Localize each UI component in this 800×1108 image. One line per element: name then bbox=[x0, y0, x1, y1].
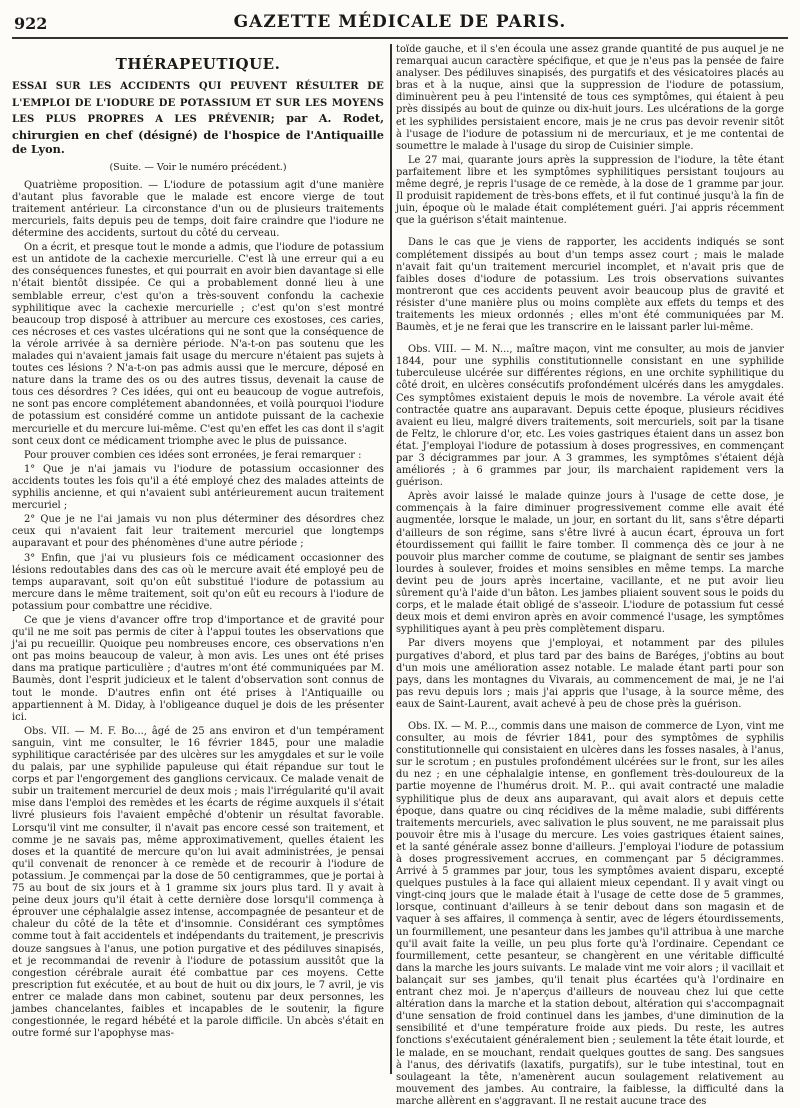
article-title-caps: ESSAI SUR LES ACCIDENTS QUI PEUVENT RÉSULTER DE L'EMPLOI DE L'IODURE DE POTASSIUM ET SUR LES MOYENS LES PLUS PROPRES A LES PRÉVENIR bbox=[12, 81, 384, 126]
header-rule bbox=[12, 37, 788, 39]
spacer bbox=[396, 713, 784, 721]
spacer bbox=[396, 229, 784, 237]
paragraph: 2° Que je ne l'ai jamais vu non plus déterminer des désordres chez ceux qui n'avaient fait leur traitement mercuriel que longtemps auparavant et pour des phénomènes d'une autre période ; bbox=[12, 514, 384, 550]
spacer bbox=[396, 336, 784, 344]
section-title: THÉRAPEUTIQUE. bbox=[115, 55, 281, 73]
paragraph: toïde gauche, et il s'en écoula une assez grande quantité de pus auquel je ne remarquai aucun caractère spécifique, et que je n'eus pas la pensée de faire analyser. Des pédiluves sinapisés, des purgatifs et des vésicatoires placés au bras et à la nuque, ainsi que la suppression de l'iodure de potassium, diminuèrent peu à peu l'intensité de tous ces symptômes, qui étaient à peu près dissipés au bout de quinze ou dix-huit jours. Les ulcérations de la gorge et les syphilides persistaient encore, mais je ne crus pas devoir revenir sitôt à l'usage de l'iodure de potassium ni de mercuriaux, et je me contentai de soumettre le malade à l'usage du sirop de Cuisinier simple. bbox=[396, 44, 784, 152]
article-title-author: ; par A. Rodet, chirurgien en chef (désigné) de l'hospice de l'Antiquaille de Lyon. bbox=[12, 111, 384, 157]
paragraph: Obs. IX. — M. P..., commis dans une maison de commerce de Lyon, vint me consulter, au mois de février 1841, pour des symptômes de syphilis constitutionnelle qui consistaient en ulcères dans les fosses nasales, à l'anus, sur le scrotum ; en pustules profondément ulcérées sur le front, sur les ailes du nez ; en une céphalalgie intense, en gonflement très-douloureux de la partie moyenne de l'humérus droit. M. P... qui avait contracté une maladie syphilitique plus de deux ans auparavant, qui avait alors et depuis cette époque, dans quatre ou cinq récidives de la même maladie, subi différents traitements mercuriels, avec salivation le plus souvent, ne me paraissait plus pouvoir être mis à l'usage du mercure. Les voies gastriques étaient saines, et la santé générale assez bonne d'ailleurs. J'employai l'iodure de potassium à doses progressivement accrues, en commençant par 5 décigrammes. Arrivé à 5 grammes par jour, tous les symptômes avaient disparu, excepté quelques pustules à la face qui allaient mieux cependant. Il y avait vingt ou vingt-cinq jours que le malade était à l'usage de cette dose de 5 grammes, lorsque, continuant d'ailleurs à se tenir debout dans son magasin et de vaquer à ses affaires, il commença à sentir, avec de légers étourdissements, un fourmillement, une pesanteur dans les jambes qu'il attribua à une marche qu'il avait faite la veille, un peu plus forte qu'à l'ordinaire. Cependant ce fourmillement, cette pesanteur, se changèrent en une véritable difficulté dans la marche les jours suivants. Le malade vint me voir alors ; il vacillait et balançait sur ses jambes, qu'il tenait plus écartées qu'à l'ordinaire en entrant chez moi. Je n'aperçus d'ailleurs de nouveau chez lui que cette altération dans la marche et la station debout, altération qui s'accompagnait d'une sensation de froid continuel dans les jambes, d'une diminution de la sensibilité et d'une température froide aux pieds. Du reste, les autres fonctions s'exécutaient généralement bien ; seulement la tête était lourde, et le malade, en se mouchant, rendait quelques gouttes de sang. Des sangsues à l'anus, des dérivatifs (laxatifs, purgatifs), sur le tube intestinal, tout en soulageant la tête, n'amenèrent aucun soulagement relativement au mouvement des jambes. Au contraire, la faiblesse, la difficulté dans la marche allèrent en s'aggravant. Il ne restait aucune trace des bbox=[396, 720, 784, 1107]
paragraph: Dans le cas que je viens de rapporter, les accidents indiqués se sont complétement dissipés au bout d'un temps assez court ; mais le malade n'avait fait qu'un traitement mercuriel incomplet, et n'avait pris que de faibles doses d'iodure de potassium. Les trois observations suivantes montreront que ces accidents peuvent avoir beaucoup plus de gravité et résister d'une manière plus ou moins complète aux effets du temps et des traitements les mieux ordonnés ; elles m'ont été communiquées par M. Baumès, et je ne ferai que les transcrire en le laissant parler lui-même. bbox=[396, 237, 784, 334]
page-number: 922 bbox=[14, 14, 48, 33]
journal-title: GAZETTE MÉDICALE DE PARIS. bbox=[233, 12, 567, 32]
paragraph: 3° Enfin, que j'ai vu plusieurs fois ce médicament occasionner des lésions redoutables dans des cas où le mercure avait été employé peu de temps auparavant, soit qu'on eût substitué l'iodure de potassium au mercure dans le même traitement, soit qu'on eût eu recours à l'iodure de potassium pour combattre une récidive. bbox=[12, 552, 384, 612]
continuation-note: (Suite. — Voir le numéro précédent.) bbox=[109, 161, 287, 173]
paragraph: Obs. VIII. — M. N..., maître maçon, vint me consulter, au mois de janvier 1844, pour une syphilis constitutionnelle consistant en une syphilide tuberculeuse ulcérée sur différentes régions, en une orchite syphilitique du côté droit, en ulcères consécutifs profondément ulcérés dans les amygdales. Ces symptômes existaient depuis le mois de novembre. La vérole avait été contractée quatre ans auparavant. Depuis cette époque, plusieurs récidives avaient eu lieu, malgré divers traitements, soit mercuriels, soit par la tisane de Feltz, le chlorure d'or, etc. Les voies gastriques étaient dans un assez bon état. J'employai l'iodure de potassium à doses progressives, en commençant par 3 décigrammes par jour. A 3 grammes, les symptômes s'étaient déjà améliorés ; à 6 grammes par jour, ils marchaient rapidement vers la guérison. bbox=[396, 344, 784, 489]
paragraph: Pour prouver combien ces idées sont erronées, je ferai remarquer : bbox=[24, 449, 362, 461]
paragraph: Obs. VII. — M. F. Bo..., âgé de 25 ans environ et d'un tempérament sanguin, vint me consulter, le 16 février 1845, pour une maladie syphilitique caractérisée par des ulcères sur les amygdales et sur le voile du palais, par une syphilide papuleuse qui était répandue sur tout le corps et par l'engorgement des ganglions cervicaux. Ce malade venait de subir un traitement mercuriel de deux mois ; mais l'irrégularité qu'il avait mise dans l'emploi des remèdes et les écarts de régime auxquels il s'était livré plusieurs fois l'avaient empêché d'obtenir un résultat favorable. Lorsqu'il vint me consulter, il n'avait pas encore cessé son traitement, et comme je ne savais pas, même approximativement, quelles étaient les doses et la quantité de mercure qu'on lui avait administrées, je pensai qu'il convenait de renoncer à ce remède et de recourir à l'iodure de potassium. Je commençai par la dose de 50 centigrammes, que je portai à 75 au bout de six jours et à 1 gramme six jours plus tard. Il y avait à peine deux jours qu'il était à cette dernière dose lorsqu'il commença à éprouver une céphalalgie assez intense, accompagnée de pesanteur et de chaleur du côté de la tête et d'insomnie. Considérant ces symptômes comme tout à fait accidentels et indépendants du traitement, je prescrivis douze sangsues à l'anus, une potion purgative et des pédiluves sinapisés, et je recommandai de revenir à l'iodure de potassium aussitôt que la congestion cérébrale aurait été combattue par ces moyens. Cette prescription fut exécutée, et au bout de huit ou dix jours, le 7 avril, je vis entrer ce malade dans mon cabinet, soutenu par deux personnes, les jambes chancelantes, faibles et incapables de le soutenir, la figure congestionnée, le regard hébété et la parole difficile. Un abcès s'était en outre formé sur l'apophyse mas- bbox=[12, 725, 384, 1040]
paragraph: Le 27 mai, quarante jours après la suppression de l'iodure, la tête étant parfaitement libre et les symptômes syphilitiques persistant toujours au même degré, je repris l'usage de ce remède, à la dose de 1 gramme par jour. Il produisit rapidement de très-bons effets, et il fut continué jusqu'à la fin de juin, époque où le malade était complétement guéri. J'ai appris récemment que la guérison s'était maintenue. bbox=[396, 154, 784, 227]
article-title bbox=[12, 78, 384, 157]
paragraph: Ce que je viens d'avancer offre trop d'importance et de gravité pour qu'il ne me soit pas permis de citer à l'appui toutes les observations que j'ai pu recueillir. Quoique peu nombreuses encore, ces observations n'en ont pas moins beaucoup de valeur, à mon avis. Les unes ont été prises dans ma pratique particulière ; d'autres m'ont été communiquées par M. Baumès, dont l'esprit judicieux et le talent d'observation sont connus de tout le monde. D'autres enfin ont été prises à l'Antiquaille ou appartiennent à M. Diday, à l'obligeance duquel je dois de les présenter ici. bbox=[12, 614, 384, 723]
paragraph: Après avoir laissé le malade quinze jours à l'usage de cette dose, je commençais à la faire diminuer progressivement comme elle avait été augmentée, lorsque le malade, un jour, en sortant du lit, sans s'être départi d'ailleurs de son régime, sans s'être livré à aucun écart, éprouva un fort étourdissement qui faillit le faire tomber. Il commença dès ce jour à ne pouvoir plus marcher comme de coutume, se plaignant de sentir ses jambes lourdes à soulever, froides et moins sensibles en même temps. La marche devint peu de jours après incertaine, vacillante, et ne put avoir lieu sûrement qu'à l'aide d'un bâton. Les jambes pliaient souvent sous le poids du corps, et le malade était obligé de s'asseoir. L'iodure de potassium fut cessé deux mois et demi environ après en avoir commencé l'usage, les symptômes syphilitiques ayant à peu près complètement disparu. bbox=[396, 491, 784, 636]
paragraph: On a écrit, et presque tout le monde a admis, que l'iodure de potassium est un antidote de la cachexie mercurielle. C'est là une erreur qui a eu des conséquences funestes, et qui pourrait en avoir bien davantage si elle n'était bientôt dissipée. Ce qui a probablement donné lieu à une semblable erreur, c'est qu'on a très-souvent confondu la cachexie syphilitique avec la cachexie mercurielle ; c'est qu'on s'est montré beaucoup trop disposé à attribuer au mercure ces exostoses, ces caries, ces nécroses et ces vastes ulcérations qui ne sont que la conséquence de la vérole arrivée à sa dernière période. N'a-t-on pas soutenu que les malades qui n'avaient jamais fait usage du mercure n'étaient pas sujets à toutes ces lésions ? N'a-t-on pas admis aussi que le mercure, déposé en nature dans la trame des os ou des autres tissus, devenait la cause de tous ces désordres ? Ces idées, qui ont eu beaucoup de vogue autrefois, ne sont pas encore complétement abandonnées, et voilà pourquoi l'iodure de potassium est considéré comme un antidote puissant de la cachexie mercurielle et du mercure lui-même. C'est qu'en effet les cas dont il s'agit sont ceux dont ce médicament triomphe avec le plus de puissance. bbox=[12, 242, 384, 447]
left-column bbox=[12, 44, 384, 1074]
right-column bbox=[396, 44, 784, 1107]
paragraph: Par divers moyens que j'employai, et notamment par des pilules purgatives d'abord, et plus tard par des bains de Baréges, j'obtins au bout d'un mois une amélioration assez notable. Le malade étant parti pour son pays, dans les montagnes du Vivarais, au commencement de mai, je ne l'ai pas revu depuis lors ; mais j'ai appris que l'usage, à la source même, des eaux de Saint-Laurent, avait achevé à peu de chose près la guérison. bbox=[396, 638, 784, 710]
paragraph: Quatrième proposition. — L'iodure de potassium agit d'une manière d'autant plus favorable que le malade est encore vierge de tout traitement antérieur. La circonstance d'un ou de plusieurs traitements mercuriels, faits depuis peu de temps, doit faire craindre que l'iodure ne détermine des accidents, surtout du côté du cerveau. bbox=[12, 179, 384, 240]
paragraph: 1° Que je n'ai jamais vu l'iodure de potassium occasionner des accidents toutes les fois qu'il a été employé chez des malades atteints de syphilis ancienne, et qui n'avaient subi antérieurement aucun traitement mercuriel ; bbox=[12, 463, 384, 512]
page-header bbox=[0, 0, 800, 46]
column-divider bbox=[390, 44, 392, 1074]
